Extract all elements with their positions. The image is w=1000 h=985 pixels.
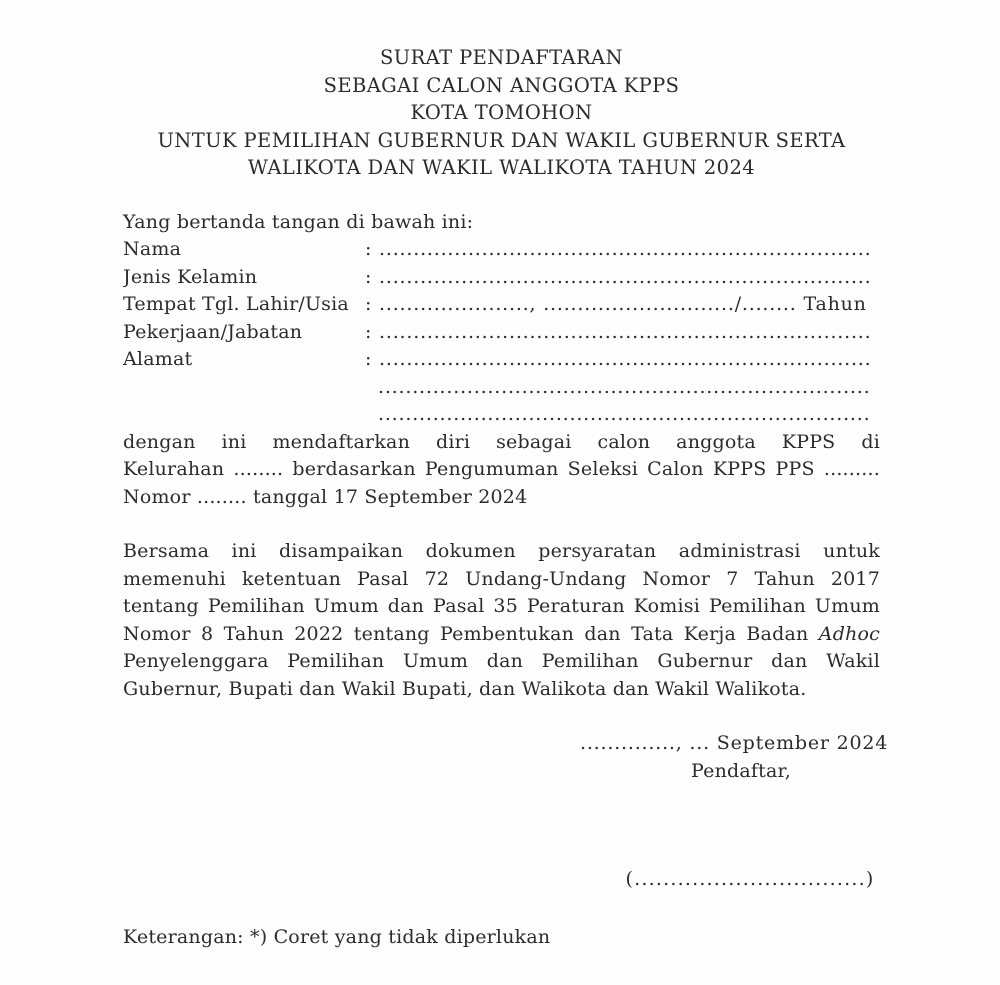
field-value-tempat-tgl-lahir-usia: : ......................, ............................/........ Tahun (365, 293, 867, 315)
signature-block (580, 730, 889, 894)
field-label-pekerjaan-jabatan: Pekerjaan/Jabatan (123, 320, 303, 343)
title-line-1: SURAT PENDAFTARAN (379, 46, 623, 69)
paragraph2-line-4-text: Nomor 8 Tahun 2022 tentang Pembentukan dan Tata Kerja Badan (123, 622, 819, 645)
paragraph2-line-5: Penyelenggara Pemilihan Umum dan Pemilihan Gubernur dan Wakil (123, 650, 880, 672)
field-row-tempat-tgl-lahir-usia (123, 291, 880, 319)
field-value-pekerjaan-jabatan: : ........................................................................ (365, 320, 872, 343)
document-title (123, 44, 880, 182)
field-row-alamat (123, 346, 880, 374)
field-value-nama: : ........................................................................ (365, 238, 872, 260)
field-label-tempat-tgl-lahir-usia: Tempat Tgl. Lahir/Usia (123, 293, 349, 315)
paragraph2-line-4-italic: Adhoc (818, 622, 880, 645)
paragraph2-line-1: Bersama ini disampaikan dokumen persyaratan administrasi untuk (123, 540, 880, 562)
field-row-jenis-kelamin (123, 264, 880, 292)
field-value-jenis-kelamin: : ........................................................................ (365, 265, 872, 288)
paragraph1-line-3: Nomor ........ tanggal 17 September 2024 (123, 485, 528, 508)
paragraph1-line-2: Kelurahan ........ berdasarkan Pengumuman Seleksi Calon KPPS PPS ......... (123, 458, 880, 480)
title-line-4: UNTUK PEMILIHAN GUBERNUR DAN WAKIL GUBERNUR SERTA (157, 128, 846, 152)
intro-line: Yang bertanda tangan di bawah ini: (123, 210, 474, 233)
paragraph2-line-2: memenuhi ketentuan Pasal 72 Undang-Undang Nomor 7 Tahun 2017 (123, 567, 880, 590)
title-line-2: SEBAGAI CALON ANGGOTA KPPS (323, 73, 680, 97)
alamat-continuation-line-2: ........................................................................ (378, 403, 871, 425)
field-row-nama (123, 236, 880, 264)
registration-statement-paragraph (123, 429, 880, 512)
footnote: Keterangan: *) Coret yang tidak diperlukan (123, 925, 551, 948)
place-date-line: .............., ... September 2024 (580, 732, 889, 754)
signature-name-line: (................................) (625, 868, 875, 890)
alamat-continuation-row-1 (123, 374, 880, 402)
field-row-pekerjaan-jabatan (123, 319, 880, 347)
signer-role-label: Pendaftar, (691, 759, 791, 782)
field-label-empty (123, 401, 365, 429)
title-line-3: KOTA TOMOHON (410, 101, 593, 124)
field-value-alamat: : ........................................................................ (365, 348, 872, 370)
paragraph2-line-4 (123, 621, 880, 649)
title-line-5: WALIKOTA DAN WAKIL WALIKOTA TAHUN 2024 (247, 156, 756, 179)
paragraph2-line-3: tentang Pemilihan Umum dan Pasal 35 Peraturan Komisi Pemilihan Umum (123, 595, 880, 617)
legal-basis-paragraph (123, 538, 880, 703)
field-label-alamat: Alamat (123, 348, 193, 370)
paragraph2-line-6: Gubernur, Bupati dan Wakil Bupati, dan Walikota dan Wakil Walikota. (123, 677, 807, 700)
document-body (123, 209, 889, 952)
alamat-continuation-row-2 (123, 401, 880, 429)
field-label-nama: Nama (123, 238, 182, 260)
alamat-continuation-line-1: ........................................................................ (378, 375, 871, 398)
field-label-empty (123, 374, 365, 402)
paragraph1-line-1: dengan ini mendaftarkan diri sebagai calon anggota KPPS di (123, 430, 880, 453)
field-label-jenis-kelamin: Jenis Kelamin (123, 265, 258, 288)
